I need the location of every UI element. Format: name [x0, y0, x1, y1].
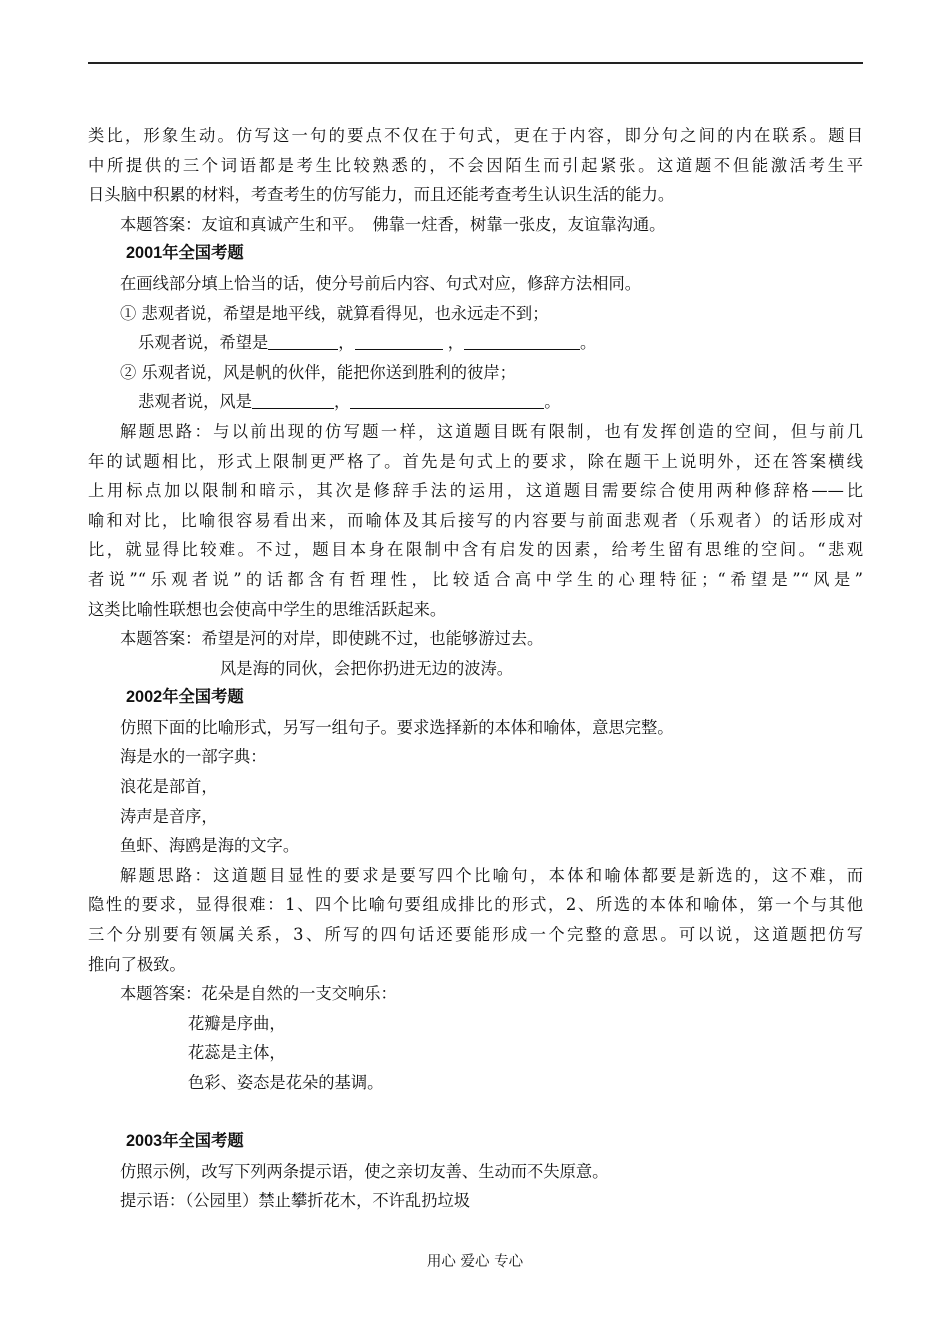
comma: ， [442, 333, 465, 353]
example-line: 鱼虾、海鸥是海的文字。 [120, 836, 300, 856]
paragraph-line: 者说”“乐观者说”的话都含有哲理性，比较适合高中学生的心理特征；“希望是”“风是” [88, 569, 863, 589]
paragraph-line: 年的试题相比，形式上限制更严格了。首先是句式上的要求，除在题干上说明外，还在答案横线 [88, 451, 863, 471]
paragraph-line: 喻和对比，比喻很容易看出来，而喻体及其后接写的内容要与前面悲观者（乐观者）的话形成对 [88, 510, 863, 530]
fill-line-1-2001 [88, 328, 863, 358]
comma: ， [333, 392, 351, 412]
period: 。 [544, 392, 561, 412]
instruction-2001: 在画线部分填上恰当的话，使分号前后内容、句式对应，修辞方法相同。 [120, 273, 642, 293]
document-body [88, 121, 863, 1216]
header-rule [88, 62, 863, 64]
prompt-2003: 提示语：（公园里）禁止攀折花木，不许乱扔垃圾 [120, 1191, 471, 1211]
answer-blank[interactable] [252, 390, 334, 409]
paragraph-line: 解题思路：这道题目显性的要求是要写四个比喻句，本体和喻体都要是新选的，这不难，而 [120, 865, 863, 885]
fill-line-2-2001 [88, 387, 863, 417]
paragraph-line: 上用标点加以限制和暗示，其次是修辞手法的运用，这道题目需要综合使用两种修辞格——比 [88, 481, 863, 501]
answer-2002-line: 花瓣是序曲， [188, 1013, 286, 1033]
heading-2001: 2001年全国考题 [126, 244, 244, 263]
paragraph-line: 日头脑中积累的材料，考查考生的仿写能力，而且还能考查考生认识生活的能力。 [88, 185, 675, 205]
paragraph-line: 三个分别要有领属关系，3、所写的四句话还要能形成一个完整的意思。可以说，这道题把仿写 [88, 925, 863, 945]
answer-blank[interactable] [464, 331, 580, 350]
answer-blank[interactable] [355, 331, 443, 350]
example-line: 海是水的一部字典： [120, 747, 267, 767]
page-footer: 用心 爱心 专心 [426, 1254, 524, 1270]
answer-2002-line: 色彩、姿态是花朵的基调。 [188, 1073, 384, 1092]
item-1-2001: ① 悲观者说，希望是地平线，就算看得见，也永远走不到； [120, 303, 549, 323]
answer-2000: 本题答案：友谊和真诚产生和平。 佛靠一炷香，树靠一张皮，友谊靠沟通。 [120, 214, 666, 234]
paragraph-line: 隐性的要求，显得很难：1、四个比喻句要组成排比的形式，2、所选的本体和喻体，第一个与其他 [88, 895, 863, 915]
answer-2001-line-2: 风是海的同伙，会把你扔进无边的波涛。 [220, 658, 514, 678]
example-line: 浪花是部首， [120, 777, 218, 797]
fill-prefix: 乐观者说，希望是 [138, 333, 269, 353]
item-2-2001: ② 乐观者说，风是帆的伙伴，能把你送到胜利的彼岸； [120, 362, 516, 382]
paragraph-line: 推向了极致。 [88, 954, 186, 974]
comma: ， [338, 333, 355, 353]
answer-blank[interactable] [268, 331, 338, 350]
paragraph-line: 解题思路：与以前出现的仿写题一样，这道题目既有限制，也有发挥创造的空间，但与前几 [120, 421, 863, 441]
answer-2002-line: 花蕊是主体， [188, 1043, 286, 1063]
paragraph-line: 类比，形象生动。仿写这一句的要点不仅在于句式，更在于内容，即分句之间的内在联系。题目 [88, 126, 863, 145]
paragraph-line: 这类比喻性联想也会使高中学生的思维活跃起来。 [88, 599, 447, 619]
heading-2003: 2003年全国考题 [126, 1132, 244, 1151]
example-line: 涛声是音序， [120, 806, 218, 826]
answer-blank[interactable] [350, 390, 544, 409]
period: 。 [580, 333, 597, 353]
heading-2002: 2002年全国考题 [126, 688, 244, 707]
answer-2001-line-1: 本题答案：希望是河的对岸，即使跳不过，也能够游过去。 [120, 629, 544, 649]
paragraph-line: 比，就显得比较难。不过，题目本身在限制中含有启发的因素，给考生留有思维的空间。“悲观 [88, 540, 863, 560]
fill-prefix: 悲观者说，风是 [138, 392, 252, 412]
instruction-2003: 仿照示例，改写下列两条提示语，使之亲切友善、生动而不失原意。 [120, 1161, 609, 1181]
instruction-2002: 仿照下面的比喻形式，另写一组句子。要求选择新的本体和喻体，意思完整。 [120, 717, 674, 737]
paragraph-line: 中所提供的三个词语都是考生比较熟悉的，不会因陌生而引起紧张。这道题不但能激活考生平 [88, 155, 863, 175]
answer-2002-line: 本题答案：花朵是自然的一支交响乐： [120, 984, 397, 1004]
